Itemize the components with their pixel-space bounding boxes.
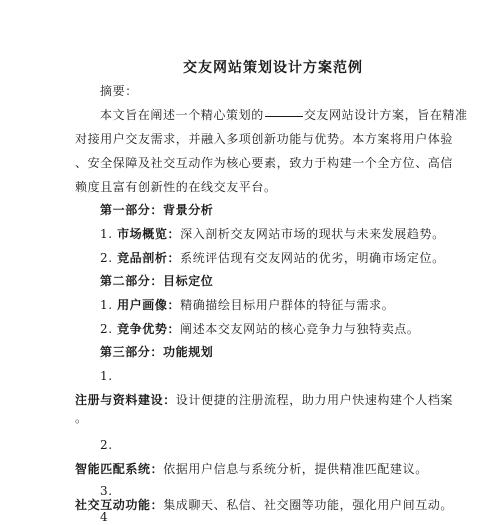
- abstract-label: 摘要：: [100, 84, 138, 98]
- list-item-number: 2.: [100, 322, 113, 336]
- section-heading-part1: 第一部分：背景分析: [100, 203, 214, 217]
- list-item-number: 3.: [100, 484, 113, 498]
- list-item-number: 1.: [100, 227, 113, 241]
- list-item: [75, 497, 453, 513]
- list-item-continuation: 。: [75, 411, 88, 425]
- list-item-text: 集成聊天、私信、社交圈等功能，强化用户间互动。: [163, 498, 454, 512]
- list-item: [75, 461, 428, 477]
- list-item-text: 系统评估现有交友网站的优劣，明确市场定位。: [180, 251, 445, 265]
- list-item: [100, 297, 394, 313]
- list-item-label: 市场概览：: [117, 227, 181, 241]
- list-item: [100, 226, 445, 242]
- list-item-text: 深入剖析交友网站市场的现状与未来发展趋势。: [180, 227, 445, 241]
- list-item-label: 智能匹配系统：: [75, 462, 164, 476]
- list-item-number: 4: [100, 510, 109, 524]
- list-item-label: 竞品剖析：: [117, 251, 181, 265]
- list-item-number: 1.: [100, 369, 113, 383]
- list-item-label: 竞争优势：: [117, 322, 181, 336]
- section-heading-part2: 第二部分：目标定位: [100, 274, 214, 288]
- list-item: [100, 321, 420, 337]
- list-item-text: 设计便捷的注册流程，助力用户快速构建个人档案: [175, 393, 454, 407]
- abstract-text-before-blank: 本文旨在阐述一个精心策划的: [100, 108, 264, 122]
- list-item-number: 2.: [100, 251, 113, 265]
- abstract-line-3: 、安全保障及社交互动作为核心要素，致力于构建一个全方位、高信: [75, 156, 454, 170]
- fill-in-blank: [265, 115, 303, 117]
- list-item-label: 注册与资料建设：: [75, 393, 176, 407]
- abstract-text-after-blank: 交友网站设计方案，旨在精准: [303, 108, 468, 122]
- list-item-text: 阐述本交友网站的核心竞争力与独特卖点。: [180, 322, 420, 336]
- document-title: 交友网站策划设计方案范例: [183, 60, 363, 76]
- list-item-number: 1.: [100, 298, 113, 312]
- list-item-text: 依据用户信息与系统分析，提供精准匹配建议。: [163, 462, 428, 476]
- list-item: [75, 392, 453, 408]
- list-item-label: 用户画像：: [117, 298, 181, 312]
- list-item-label: 社交互动功能：: [75, 498, 164, 512]
- list-item: [100, 250, 445, 266]
- abstract-line-1: [100, 107, 468, 123]
- list-item-text: 精确描绘目标用户群体的特征与需求。: [180, 298, 395, 312]
- list-item-number: 2.: [100, 438, 113, 452]
- abstract-line-2: 对接用户交友需求，并融入多项创新功能与优势。本方案将用户体验: [75, 132, 454, 146]
- abstract-line-4: 赖度且富有创新性的在线交友平台。: [75, 180, 277, 194]
- section-heading-part3: 第三部分：功能规划: [100, 345, 214, 359]
